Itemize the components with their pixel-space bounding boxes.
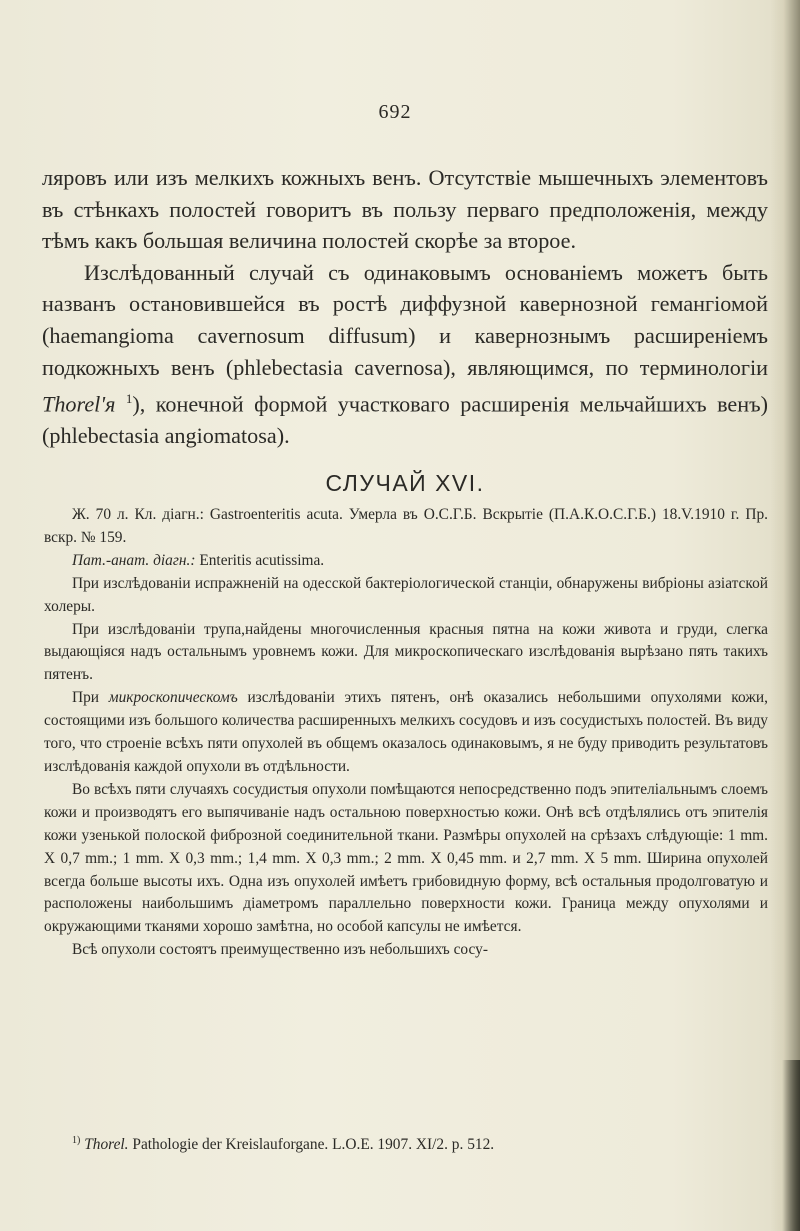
closing-paragraph-1: Во всѣхъ пяти случаяхъ сосудистыя опухоли помѣщаются непосредственно подъ эпителіальнымъ слоемъ кожи и производятъ его выпячиваніе надъ остальною поверхностью кожи. Онѣ всѣ отдѣлялись отъ эпителія кожи узенькой полоской фиброзной соединительной ткани. Размѣры опухолей на срѣзахъ слѣдующіе: 1 mm. X 0,7 mm.; 1 mm. X 0,3 mm.; 1,4 mm. X 0,3 mm.; 2 mm. X 0,45 mm. и 2,7 mm. X 5 mm. Ширина опухолей всегда больше высоты ихъ. Одна изъ опухолей имѣетъ грибовидную форму, всѣ остальныя продолговатую и расположены наибольшимъ діаметромъ параллельно поверхности кожи. Граница между опухолями и окружающими тканями хорошо замѣтна, но особой капсулы не имѣется.: [44, 780, 768, 936]
pathanat-diagnosis: [44, 550, 768, 573]
intro-p2-after: ), конечной формой участковаго расширенія мельчайшихъ венъ) (phlebectasia angiomatosa).: [42, 391, 769, 449]
case-text: [44, 504, 768, 962]
micro-lead: При: [72, 689, 109, 707]
intro-p2-author: Thorel'я: [42, 391, 116, 417]
page-edge-dark: [782, 1060, 800, 1231]
case-heading: СЛУЧАЙ XVI.: [325, 470, 485, 496]
micro-paragraph: [44, 687, 768, 779]
footnote-ref[interactable]: 1: [125, 391, 133, 407]
intro-paragraph-2: [42, 257, 768, 452]
page-number: 692: [378, 101, 412, 123]
pathanat-value: Enteritis acutissima.: [195, 551, 325, 569]
case-paragraph-1: При изслѣдованіи испражненій на одесской бактеріологической станціи, обнаружены вибріоны азіатской холеры.: [44, 574, 768, 615]
closing-paragraph-2: Всѣ опухоли состоятъ преимущественно изъ небольшихъ сосу-: [72, 941, 488, 959]
intro-paragraph-1: ляровъ или изъ мелкихъ кожныхъ венъ. Отсутствіе мышечныхъ элементовъ въ стѣнкахъ полостей говоритъ въ пользу перваго предположенія, между тѣмъ какъ большая величина полостей скорѣе за второе.: [42, 165, 768, 254]
page-edge-shadow: [770, 0, 800, 1231]
footnote-author: Thorel.: [84, 1136, 129, 1154]
footnote-text: Pathologie der Kreislauforgane. L.O.E. 1907. XI/2. p. 512.: [128, 1136, 495, 1154]
footnote-mark: 1): [72, 1135, 81, 1146]
micro-italic: микроскопическомъ: [108, 689, 238, 707]
pathanat-label: Пат.-анат. діагн.:: [72, 551, 196, 569]
intro-text: [42, 162, 768, 452]
case-meta-line: Ж. 70 л. Кл. діагн.: Gastroenteritis acuta. Умерла въ О.С.Г.Б. Вскрытіе (П.А.К.О.С.Г.Б.) 18.V.1910 г. Пр. вскр. № 159.: [44, 506, 768, 546]
intro-p2-before: Изслѣдованный случай съ одинаковымъ основаніемъ можетъ быть названъ остановившейся въ ростѣ диффузной кавернозной гемангіомой (haemangioma cavernosum diffusum) и кавернознымъ расширеніемъ подкожныхъ венъ (phlebectasia cavernosa), являющимся, по терминологіи: [42, 259, 768, 380]
footnote: [44, 1135, 768, 1154]
micro-rest: изслѣдованіи этихъ пятенъ, онѣ оказались небольшими опухолями кожи, состоящими изъ большого количества расширенныхъ мелкихъ сосудовъ и изъ сосудистыхъ полостей. Въ виду того, что строеніе всѣхъ пяти опухолей въ общемъ оказалось одинаковымъ, я не буду приводить результатовъ изслѣдованія каждой опухоли въ отдѣльности.: [44, 689, 768, 775]
case-paragraph-2: При изслѣдованіи трупа,найдены многочисленныя красныя пятна на кожи живота и груди, слегка выдающіяся надъ остальнымъ уровнемъ кожи. Для микроскопическаго изслѣдованія вырѣзано пять такихъ пятенъ.: [44, 620, 768, 684]
